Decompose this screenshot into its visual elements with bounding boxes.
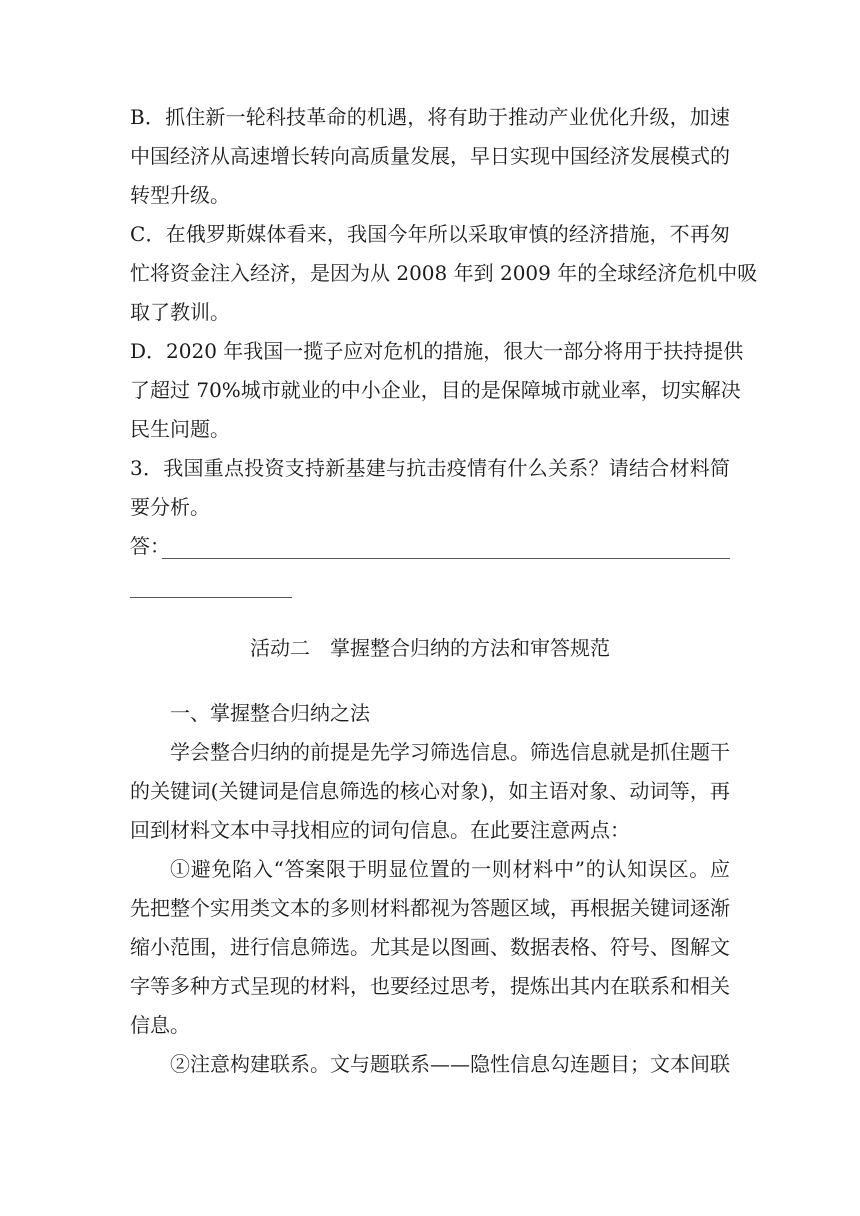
question-3-line-1: 3．我国重点投资支持新基建与抗击疫情有什么关系？请结合材料简 xyxy=(130,456,730,480)
option-d-line-1: D．2020 年我国一揽子应对危机的措施，很大一部分将用于扶持提供 xyxy=(130,339,744,363)
point1-line-3: 缩小范围，进行信息筛选。尤其是以图画、数据表格、符号、图解文 xyxy=(130,935,730,959)
answer-blank-line[interactable] xyxy=(162,558,730,559)
option-d-line-3: 民生问题。 xyxy=(130,417,230,441)
answer-label: 答： xyxy=(130,534,170,558)
question-3-line-2: 要分析。 xyxy=(130,495,210,519)
option-b-line-2: 中国经济从高速增长转向高质量发展，早日实现中国经济发展模式的 xyxy=(130,144,730,168)
answer-blank-line-continued[interactable] xyxy=(130,597,292,598)
point1-line-4: 字等多种方式呈现的材料，也要经过思考，提炼出其内在联系和相关 xyxy=(130,974,730,998)
section-title: 活动二 掌握整合归纳的方法和审答规范 xyxy=(250,636,610,660)
option-c-line-1: C．在俄罗斯媒体看来，我国今年所以采取审慎的经济措施，不再匆 xyxy=(130,222,730,246)
option-b-line-3: 转型升级。 xyxy=(130,183,230,207)
point1-line-5: 信息。 xyxy=(130,1013,190,1037)
option-c-line-2: 忙将资金注入经济，是因为从 2008 年到 2009 年的全球经济危机中吸 xyxy=(130,261,758,285)
option-c-line-3: 取了教训。 xyxy=(130,300,230,324)
point1-line-1: ①避免陷入“答案限于明显位置的一则材料中”的认知误区。应 xyxy=(170,857,730,881)
para1-line-2: 的关键词(关键词是信息筛选的核心对象)，如主语对象、动词等，再 xyxy=(130,779,730,803)
subheading: 一、掌握整合归纳之法 xyxy=(170,701,370,725)
para1-line-3: 回到材料文本中寻找相应的词句信息。在此要注意两点： xyxy=(130,818,630,842)
para1-line-1: 学会整合归纳的前提是先学习筛选信息。筛选信息就是抓住题干 xyxy=(170,740,730,764)
option-d-line-2: 了超过 70%城市就业的中小企业，目的是保障城市就业率，切实解决 xyxy=(130,378,741,402)
point1-line-2: 先把整个实用类文本的多则材料都视为答题区域，再根据关键词逐渐 xyxy=(130,896,730,920)
option-b-line-1: B．抓住新一轮科技革命的机遇，将有助于推动产业优化升级，加速 xyxy=(130,105,730,129)
point2-line-1: ②注意构建联系。文与题联系——隐性信息勾连题目；文本间联 xyxy=(170,1052,730,1076)
